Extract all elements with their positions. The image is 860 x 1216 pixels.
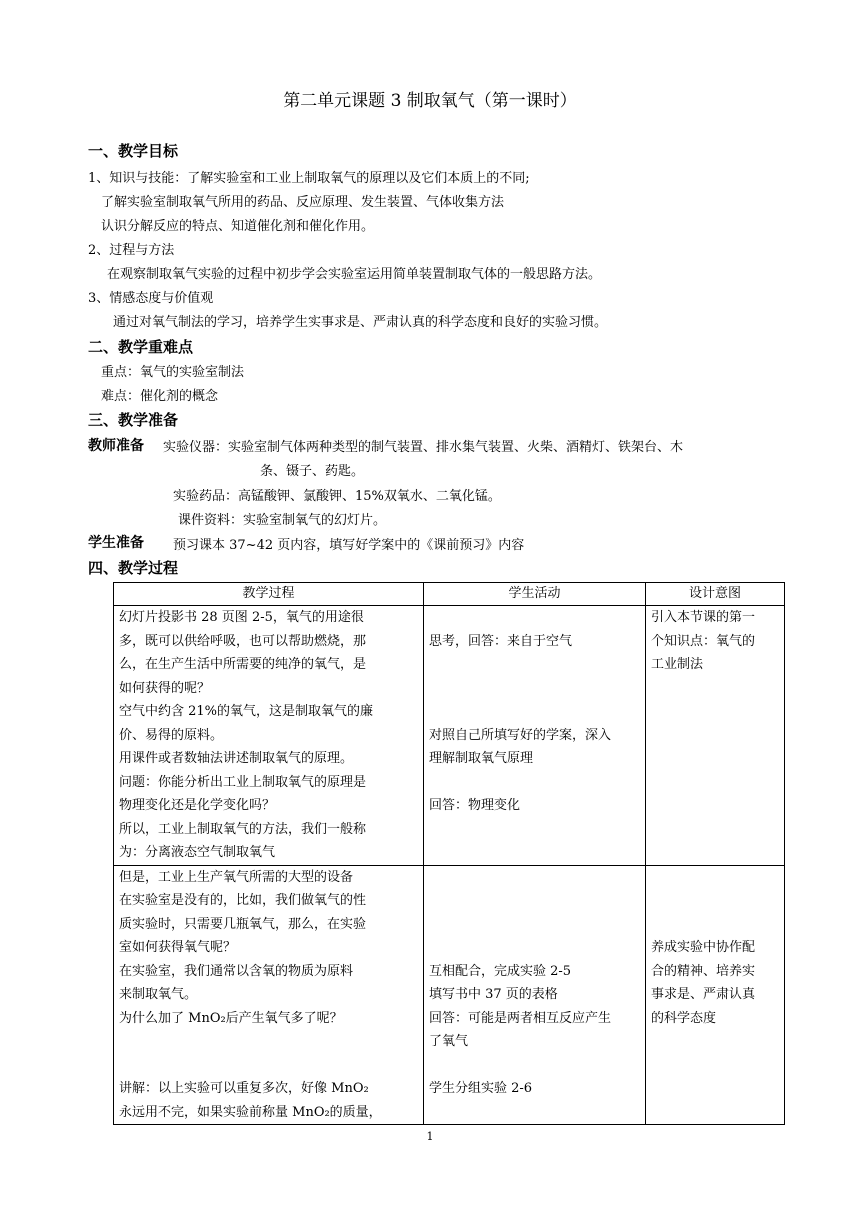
teacher-prep-line: 实验仪器：实验室制气体两种类型的制气装置、排水集气装置、火柴、酒精灯、铁架台、木 (163, 440, 684, 455)
objective-line: 认识分解反应的特点、知道催化剂和催化作用。 (101, 219, 375, 234)
objective-line: 在观察制取氧气实验的过程中初步学会实验室运用简单装置制取气体的一般思路方法。 (107, 267, 602, 282)
design-intent-cell: 养成实验中协作配 合的精神、培养实 事求是、严肃认真 的科学态度 (646, 865, 785, 1125)
teacher-prep-line: 条、镊子、药匙。 (260, 464, 365, 479)
column-header: 设计意图 (646, 583, 785, 606)
key-point-line: 重点：氧气的实验室制法 (101, 365, 245, 380)
page-number: 1 (426, 1130, 434, 1143)
design-intent-cell: 引入本节课的第一 个知识点：氧气的 工业制法 (646, 606, 785, 866)
section-heading-objectives: 一、教学目标 (88, 142, 179, 160)
key-point-line: 难点：催化剂的概念 (101, 389, 219, 404)
teaching-process-table (113, 582, 785, 1125)
page-title: 第二单元课题 3 制取氧气（第一课时） (283, 91, 577, 111)
table-row (114, 606, 785, 866)
student-activity-cell: 思考，回答：来自于空气 对照自己所填写好的学案，深入 理解制取氧气原理 回答：物理变化 (424, 606, 646, 866)
teacher-prep-label: 教师准备 (88, 438, 144, 454)
section-heading-preparation: 三、教学准备 (88, 411, 179, 429)
objective-line: 2、过程与方法 (88, 243, 175, 258)
column-header: 学生活动 (424, 583, 646, 606)
objective-line: 3、情感态度与价值观 (88, 291, 214, 306)
objective-line: 通过对氧气制法的学习，培养学生实事求是、严肃认真的科学态度和良好的实验习惯。 (113, 315, 608, 330)
student-prep-line: 预习课本 37~42 页内容，填写好学案中的《课前预习》内容 (173, 538, 525, 553)
teacher-prep-line: 实验药品：高锰酸钾、氯酸钾、15%双氧水、二氧化锰。 (173, 489, 501, 504)
column-header: 教学过程 (114, 583, 424, 606)
section-heading-key-points: 二、教学重难点 (88, 338, 194, 356)
table-row (114, 865, 785, 1125)
objective-line: 1、知识与技能：了解实验室和工业上制取氧气的原理以及它们本质上的不同; (88, 171, 530, 186)
objective-line: 了解实验室制取氧气所用的药品、反应原理、发生装置、气体收集方法 (101, 195, 505, 210)
student-prep-label: 学生准备 (88, 535, 144, 551)
section-heading-process: 四、教学过程 (88, 559, 179, 577)
process-cell: 但是，工业上生产氧气所需的大型的设备 在实验室是没有的，比如，我们做氧气的性 质实验时，只需要几瓶氧气，那么，在实验 室如何获得氧气呢？ 在实验室，我们通常以含氧的物质为原料 来制取氧气。 为什么加了 MnO₂后产生氧气多了呢？ 讲解：以上实验可以重复多次，好像 MnO₂ 永远用不完，如果实验前称量 MnO₂的质量， (114, 865, 424, 1125)
teacher-prep-line: 课件资料：实验室制氧气的幻灯片。 (178, 513, 387, 528)
process-cell: 幻灯片投影书 28 页图 2-5，氧气的用途很 多，既可以供给呼吸，也可以帮助燃烧，那 么，在生产生活中所需要的纯净的氧气，是 如何获得的呢？ 空气中约含 21%的氧气，这是制取氧气的廉 价、易得的原料。 用课件或者数轴法讲述制取氧气的原理。 问题：你能分析出工业上制取氧气的原理是 物理变化还是化学变化吗？ 所以，工业上制取氧气的方法，我们一般称 为：分离液态空气制取氧气 (114, 606, 424, 866)
student-activity-cell: 互相配合，完成实验 2-5 填写书中 37 页的表格 回答：可能是两者相互反应产生 了氧气 学生分组实验 2-6 (424, 865, 646, 1125)
